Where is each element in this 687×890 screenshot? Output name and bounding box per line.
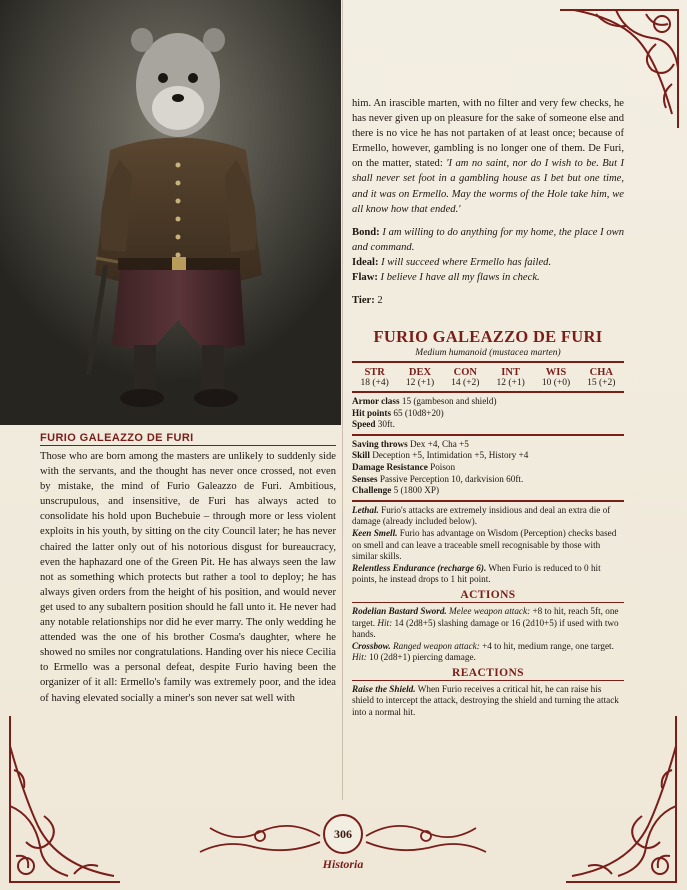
column-divider bbox=[342, 0, 343, 800]
ability-dex: DEX 12 (+1) bbox=[405, 367, 435, 388]
armor-class: Armor class 15 (gambeson and shield) bbox=[352, 396, 497, 406]
marten-portrait-image bbox=[0, 0, 341, 425]
corner-ornament-bottom-right-icon bbox=[562, 716, 682, 888]
saving-throws: Saving throws Dex +4, Cha +5 bbox=[352, 438, 469, 449]
actions-heading: ACTIONS bbox=[352, 588, 624, 603]
section-title: FURIO GALEAZZO DE FURI bbox=[40, 432, 336, 446]
ability-wis: WIS 10 (+0) bbox=[541, 367, 571, 388]
right-column bbox=[352, 96, 624, 308]
speed: Speed 30ft. bbox=[352, 419, 395, 430]
senses: Senses Passive Perception 10, darkvision 60ft. bbox=[352, 473, 524, 484]
hit-points: Hit points 65 (10d8+20) bbox=[352, 407, 444, 418]
action-bastard-sword: Rodelian Bastard Sword. Melee weapon attack: +8 to hit, reach 5ft, one target. Hit: 14 (2d8+5) slashing damage or 16 (2d10+5) if used with two hands. bbox=[352, 605, 619, 640]
challenge: Challenge 5 (1800 XP) bbox=[352, 485, 440, 496]
biography-continuation: him. An irascible marten, with no filter and very few checks, he has never given up on pleasure for the sake of someone else and there is no vice he has not partaken of at least once; because of Ermello, however, gambling is no longer one of them. De Furi, on the matter, stated: 'I am no saint, nor do I wish to be. But I shall never set foot in a gambling house as I bet but one time, and it was on Ermello. May the worms of the Hole take him, we all know how that ended.' bbox=[352, 98, 624, 215]
creature-name: FURIO GALEAZZO DE FURI bbox=[373, 327, 603, 346]
stat-divider bbox=[352, 361, 624, 363]
historia-logo: Historia bbox=[322, 857, 364, 871]
skills: Skill Deception +5, Intimidation +5, History +4 bbox=[352, 450, 529, 461]
trait-keen-smell: Keen Smell. Furio has advantage on Wisdom (Perception) checks based on smell and can leave a traceable smell recognisable by those with similar skills. bbox=[352, 527, 617, 562]
action-crossbow: Crossbow. Ranged weapon attack: +4 to hit, medium range, one target. Hit: 10 (2d8+1) piercing damage. bbox=[352, 640, 614, 663]
damage-resistance: Damage Resistance Poison bbox=[352, 461, 456, 472]
corner-ornament-bottom-left-icon bbox=[4, 716, 124, 888]
left-column bbox=[40, 432, 336, 706]
biography-text: Those who are born among the masters are unlikely to suddenly side with the servants, and the thought has never once crossed, not even by mistake, the mind of Furio Galeazzo de Furi. Ambitious, unscrupulous, and insensitive, de Furi has always acted to consolidate his hold upon Buchebuie – through more or less violent exploits in his youth, by sitting on the city Council later; he has never chaired the latter only out of his notorious disgust for bureaucracy, even the haphazard one of the Green Pit. He has always seen the law not as something which protects but rather a tool to deploy; he has always given orders from the height of his position, and would never get used to any subaltern position should he fall unto it. He never had any notable relationships nor did he ever marry. The only wedding he attended was the one of his brother Cosma's daughter, where he showed no smiles nor congratulations. Handing over his niece Cecilia to Ermello was a personal defeat, despite Furio having been the organizer of it all: Ermello's family was extremely poor, and the idea of having elevated socially a miner's son never sat well with bbox=[40, 451, 336, 704]
ability-int: INT 12 (+1) bbox=[496, 367, 525, 388]
ability-str: STR 18 (+4) bbox=[360, 367, 389, 388]
trait-relentless-endurance: Relentless Endurance (recharge 6). When Furio is reduced to 0 hit points, he instead drops to 1 hit point. bbox=[352, 562, 601, 585]
stat-block bbox=[352, 327, 624, 719]
de-furi-quote: 'I am no saint, nor do I wish to be. But I shall never set foot in a gambling house as I bet but one time, and it was on Ermello. May the worms of the Hole take him, we all know how that ended.' bbox=[352, 158, 624, 215]
reaction-raise-shield: Raise the Shield. When Furio receives a critical hit, he can raise his shield to intercept the attack, destroying the shield and turning the attack into a normal hit. bbox=[352, 683, 619, 718]
stat-divider bbox=[352, 500, 624, 502]
ability-con: CON 14 (+2) bbox=[451, 367, 480, 388]
ability-cha: CHA 15 (+2) bbox=[587, 367, 616, 388]
stat-divider bbox=[352, 434, 624, 436]
ideal-line: Ideal: I will succeed where Ermello has failed. bbox=[352, 256, 552, 268]
page-number: 306 bbox=[323, 814, 363, 854]
bond-line: Bond: I am willing to do anything for my home, the place I own and command. bbox=[352, 226, 624, 253]
trait-lethal: Lethal. Furio's attacks are extremely insidious and deal an extra die of damage (already included below). bbox=[352, 504, 611, 527]
creature-type: Medium humanoid (mustacea marten) bbox=[415, 348, 561, 358]
flaw-line: Flaw: I believe I have all my flaws in check. bbox=[352, 272, 540, 284]
ability-scores bbox=[352, 366, 624, 388]
stat-divider bbox=[352, 391, 624, 393]
reactions-heading: REACTIONS bbox=[352, 666, 624, 681]
tier-line: Tier: 2 bbox=[352, 295, 383, 307]
